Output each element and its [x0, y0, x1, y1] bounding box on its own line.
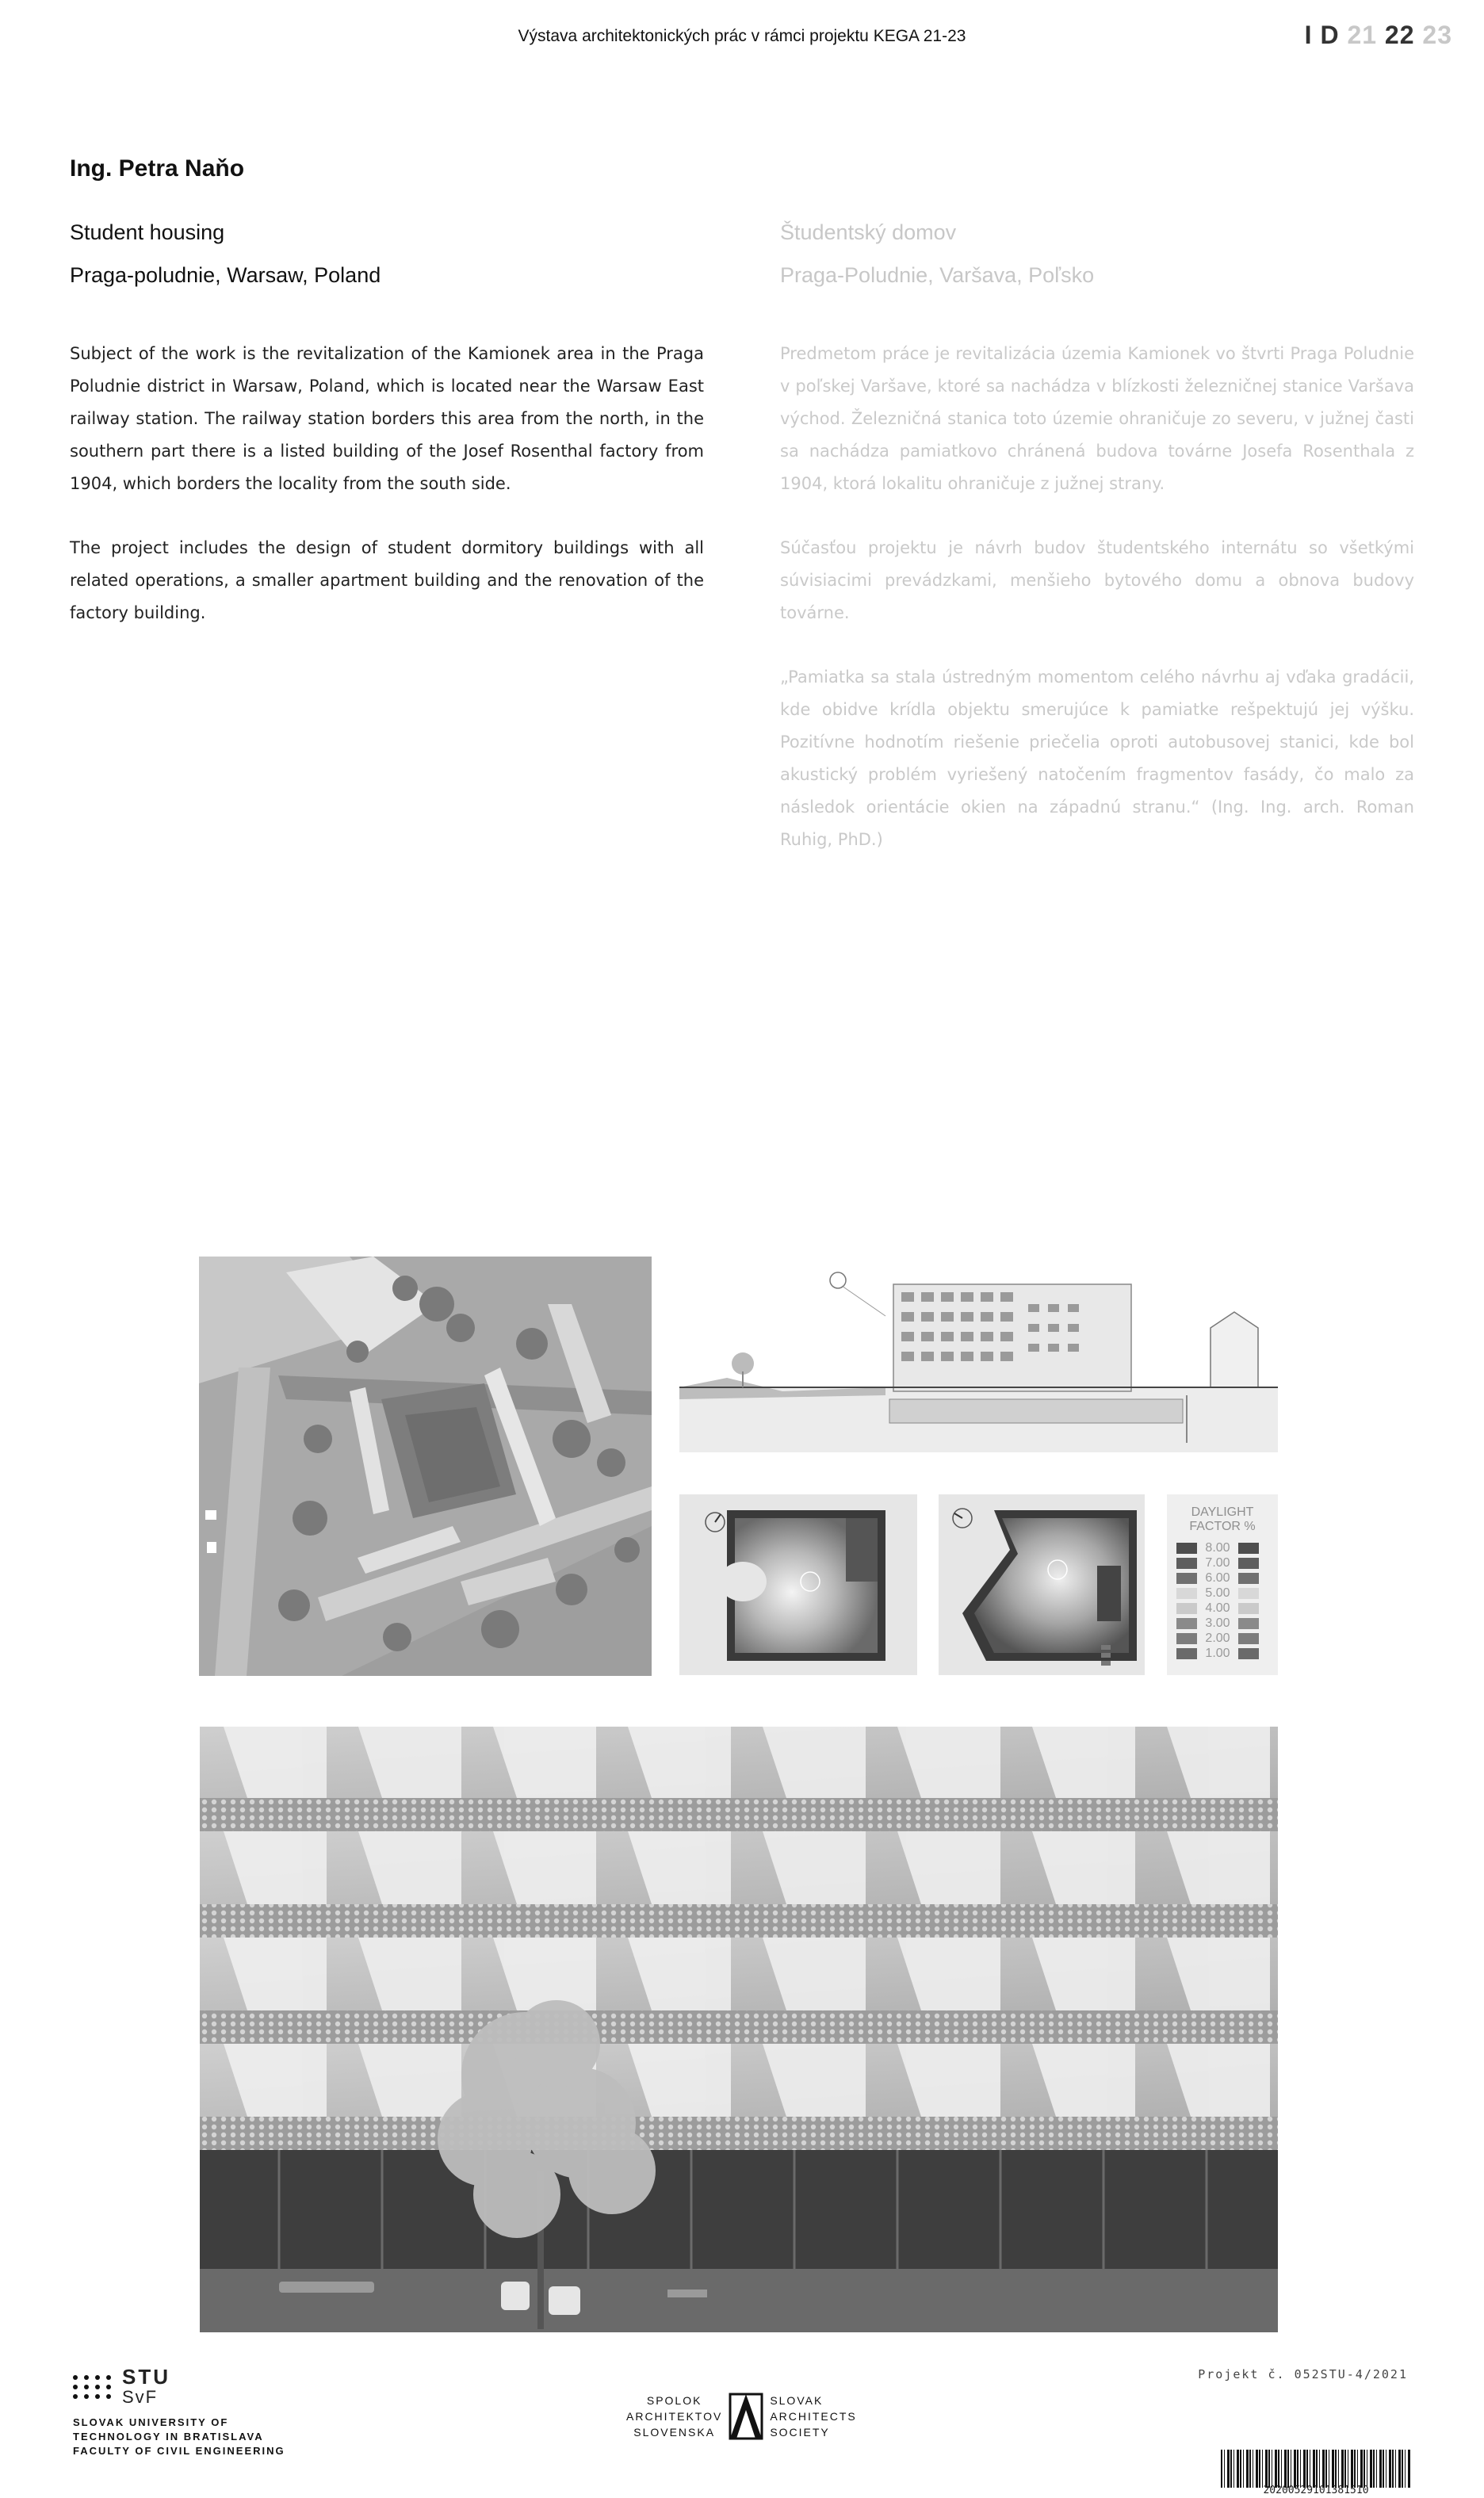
legend-value: 8.00 — [1205, 1540, 1230, 1555]
stu-name: STU — [122, 2365, 170, 2389]
legend-swatch — [1238, 1558, 1259, 1569]
legend-swatch — [1238, 1588, 1259, 1599]
sas-a-icon — [729, 2393, 763, 2440]
sas-left-line-1: SPOLOK — [646, 2394, 702, 2407]
legend-row — [1167, 1540, 1278, 1555]
legend-row — [1167, 1586, 1278, 1601]
legend-swatch — [1238, 1603, 1259, 1614]
legend-swatch — [1176, 1618, 1197, 1629]
legend-swatch — [1176, 1543, 1197, 1554]
legend-swatch — [1238, 1618, 1259, 1629]
legend-swatch — [1238, 1573, 1259, 1584]
legend-value: 1.00 — [1205, 1646, 1230, 1660]
university-line-2: TECHNOLOGY IN BRATISLAVA — [73, 2431, 264, 2443]
author-name: Ing. Petra Naňo — [70, 155, 245, 182]
project-location-sk: Praga-Poludnie, Varšava, Poľsko — [780, 263, 1095, 287]
legend-value: 7.00 — [1205, 1555, 1230, 1570]
legend-value: 6.00 — [1205, 1570, 1230, 1585]
legend-row — [1167, 1555, 1278, 1570]
legend-swatch — [1176, 1558, 1197, 1569]
project-title-sk: Študentský domov — [780, 220, 957, 244]
legend-value: 2.00 — [1205, 1631, 1230, 1645]
project-title-en: Student housing — [70, 220, 225, 244]
legend-row — [1167, 1601, 1278, 1616]
daylight-plan-1 — [679, 1494, 917, 1675]
legend-swatch — [1176, 1633, 1197, 1644]
id-prefix: I D — [1304, 21, 1340, 49]
legend-swatch — [1176, 1648, 1197, 1659]
legend-row — [1167, 1570, 1278, 1586]
sas-left-line-3: SLOVENSKA — [633, 2426, 716, 2439]
barcode-icon — [1221, 2450, 1411, 2488]
sas-logo — [626, 2393, 857, 2440]
id-prev: 21 — [1347, 21, 1378, 49]
section-drawing — [679, 1268, 1278, 1452]
legend-row — [1167, 1616, 1278, 1631]
stu-logo — [73, 2366, 285, 2458]
legend-value: 4.00 — [1205, 1601, 1230, 1615]
sas-right-line-1: SLOVAK — [770, 2394, 824, 2407]
legend-swatch — [1238, 1648, 1259, 1659]
legend-value: 3.00 — [1205, 1616, 1230, 1630]
description-sk — [780, 338, 1414, 856]
legend-row — [1167, 1631, 1278, 1646]
description-sk-paragraph-1: Predmetom práce je revitalizácia územia Kamionek vo štvrti Praga Poludnie v poľskej Varšave, ktoré sa nachádza v blízkosti železničnej stanice Varšava východ. Železničná stanica toto územie ohraničuje zo severu, v južnej časti sa nachádza pamiatkovo chránená budova továrne Josefa Rosenthala z 1904, ktorá lokalitu ohraničuje z južnej strany. — [780, 344, 1414, 493]
description-en-paragraph-2: The project includes the design of student dormitory buildings with all related operations, a smaller apartment building and the renovation of the factory building. — [70, 538, 704, 622]
sas-right-line-3: SOCIETY — [770, 2426, 830, 2439]
sas-left-line-2: ARCHITEKTOV — [626, 2410, 723, 2423]
university-line-3: FACULTY OF CIVIL ENGINEERING — [73, 2445, 285, 2457]
barcode-number: 20200529101381510 — [1263, 2485, 1369, 2496]
legend-value: 5.00 — [1205, 1586, 1230, 1600]
page-id-badge — [1305, 21, 1452, 50]
daylight-legend — [1167, 1494, 1278, 1675]
sas-right-line-2: ARCHITECTS — [770, 2410, 857, 2423]
site-plan-image — [199, 1257, 652, 1676]
legend-swatch — [1176, 1588, 1197, 1599]
id-current: 22 — [1384, 21, 1415, 49]
legend-swatch — [1238, 1543, 1259, 1554]
stu-dots-icon — [73, 2375, 113, 2399]
legend-swatch — [1176, 1603, 1197, 1614]
exhibition-title: Výstava architektonických prác v rámci projektu KEGA 21-23 — [518, 27, 966, 45]
description-en-paragraph-1: Subject of the work is the revitalization of the Kamionek area in the Praga Poludnie district in Warsaw, Poland, which is located near the Warsaw East railway station. The railway station borders this area from the north, in the southern part there is a listed building of the Josef Rosenthal factory from 1904, which borders the locality from the south side. — [70, 344, 704, 493]
description-en — [70, 338, 704, 629]
legend-swatch — [1176, 1573, 1197, 1584]
legend-title-line-1: DAYLIGHT — [1191, 1505, 1254, 1519]
legend-row — [1167, 1646, 1278, 1661]
legend-title-line-2: FACTOR % — [1189, 1520, 1256, 1533]
daylight-plan-2 — [939, 1494, 1145, 1675]
facade-visualization — [200, 1727, 1278, 2332]
description-sk-paragraph-2: Súčasťou projektu je návrh budov študentského internátu so všetkými súvisiacimi prevádzkami, menšieho bytového domu a obnova budovy továrne. — [780, 538, 1414, 622]
university-line-1: SLOVAK UNIVERSITY OF — [73, 2416, 229, 2428]
project-location-en: Praga-poludnie, Warsaw, Poland — [70, 263, 381, 287]
project-number: Projekt č. 052STU-4/2021 — [1198, 2367, 1408, 2381]
legend-swatch — [1238, 1633, 1259, 1644]
id-next: 23 — [1422, 21, 1452, 49]
svf-name: SvF — [122, 2387, 159, 2407]
description-sk-quote: „Pamiatka sa stala ústredným momentom celého návrhu aj vďaka gradácii, kde obidve krídla objektu smerujúce k pamiatke rešpektujú jej výšku. Pozitívne hodnotím riešenie priečelia oproti autobusovej stanici, kde bol akustický problém vyriešený natočením fragmentov fasády, čo malo za následok orientácie okien na západnú stranu.“ (Ing. Ing. arch. Roman Ruhig, PhD.) — [780, 668, 1414, 849]
